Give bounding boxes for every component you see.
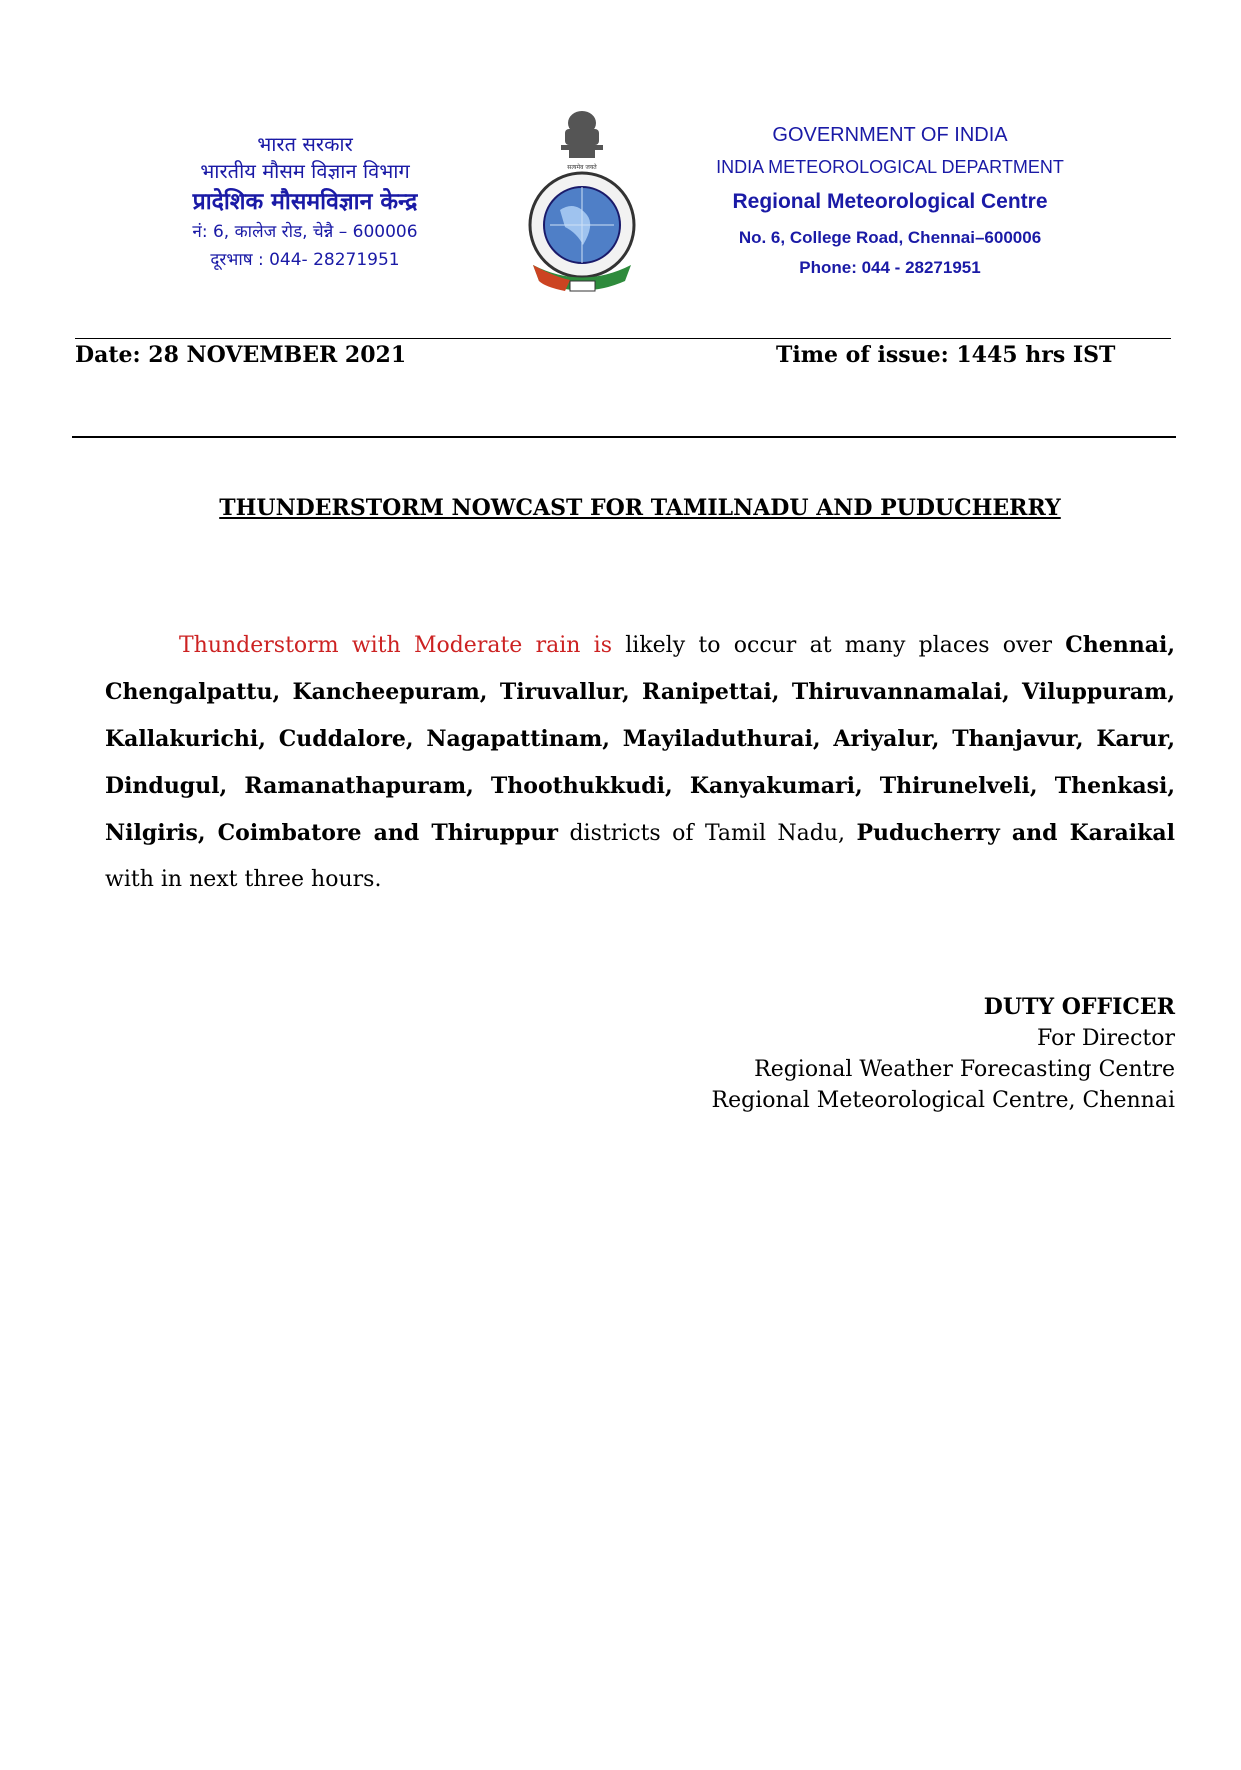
imd-emblem-icon <box>525 105 640 295</box>
end-text: with in next three hours. <box>105 867 382 892</box>
hindi-header-line1: भारत सरकार <box>257 132 353 156</box>
english-header-line3: Regional Meteorological Centre <box>732 190 1048 213</box>
hindi-header-line3: प्रादेशिक मौसमविज्ञान केन्द्र <box>192 189 418 215</box>
mid-text: districts of Tamil Nadu, <box>558 821 857 846</box>
signature-line4: Regional Meteorological Centre, Chennai <box>711 1088 1175 1113</box>
issue-time: Time of issue: 1445 hrs IST <box>776 342 1116 368</box>
meta-divider <box>72 436 1176 438</box>
nowcast-paragraph <box>105 622 1175 903</box>
warning-text: Thunderstorm with Moderate rain is <box>179 633 612 658</box>
hindi-header-phone: दूरभाष : 044- 28271951 <box>210 250 400 270</box>
header-divider <box>75 338 1171 339</box>
english-header-phone: Phone: 044 - 28271951 <box>799 258 981 277</box>
english-header-line2: INDIA METEOROLOGICAL DEPARTMENT <box>716 157 1064 177</box>
hindi-header-line2: भारतीय मौसम विज्ञान विभाग <box>200 159 410 183</box>
union-territory-list: Puducherry and Karaikal <box>856 820 1175 846</box>
issue-date: Date: 28 NOVEMBER 2021 <box>75 342 407 368</box>
bulletin-title: THUNDERSTORM NOWCAST FOR TAMILNADU AND PUDUCHERRY <box>219 495 1061 521</box>
english-header-address: No. 6, College Road, Chennai–600006 <box>738 228 1042 247</box>
hindi-header-address: नं: 6, कालेज रोड, चेन्नै – 600006 <box>192 222 418 242</box>
intro-text: likely to occur at many places over <box>612 633 1066 658</box>
district-list: Chennai, Chengalpattu, Kancheepuram, Tiruvallur, Ranipettai, Thiruvannamalai, Viluppuram, Kallakurichi, Cuddalore, Nagapattinam, Mayiladuthurai, Ariyalur, Thanjavur, Karur, Dindugul, Ramanathapuram, Thoothukkudi, Kanyakumari, Thirunelveli, Thenkasi, Nilgiris, Coimbatore and Thiruppur <box>105 632 1175 846</box>
english-header-line1: GOVERNMENT OF INDIA <box>772 124 1008 146</box>
signature-line2: For Director <box>1037 1026 1175 1051</box>
svg-text:सत्यमेव जयते: सत्यमेव जयते <box>567 164 597 171</box>
signature-title: DUTY OFFICER <box>983 994 1175 1020</box>
signature-line3: Regional Weather Forecasting Centre <box>754 1057 1175 1082</box>
signature-block <box>712 992 1175 1116</box>
